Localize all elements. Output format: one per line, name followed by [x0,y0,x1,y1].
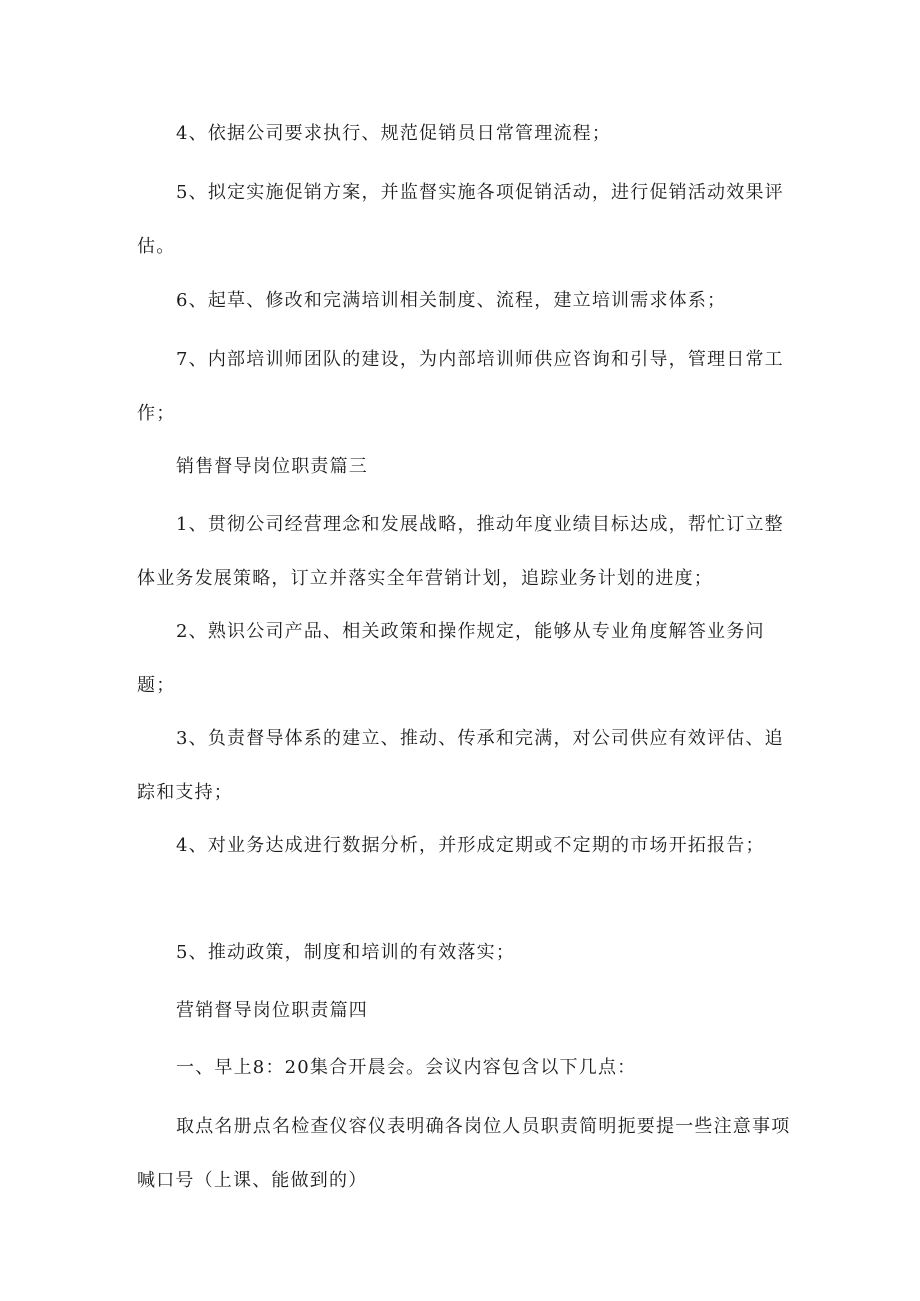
paragraph-training-system: 6、起草、修改和完满培训相关制度、流程，建立培训需求体系； [176,290,727,311]
paragraph-roll-call: 取点名册点名检查仪容仪表明确各岗位人员职责简明扼要提一些注意事项喊口号（上课、能做到的） [137,1116,791,1191]
paragraph-promotion-plan: 5、拟定实施促销方案，并监督实施各项促销活动，进行促销活动效果评估。 [137,182,784,257]
paragraph-business-strategy: 1、贯彻公司经营理念和发展战略，推动年度业绩目标达成，帮忙订立整体业务发展策略，订立并落实全年营销计划，追踪业务计划的进度； [137,514,784,589]
paragraph-supervision-system: 3、负责督导体系的建立、推动、传承和完满，对公司供应有效评估、追踪和支持； [137,728,784,803]
paragraph-policy-implementation: 5、推动政策，制度和培训的有效落实； [176,942,516,963]
paragraph-internal-trainers: 7、内部培训师团队的建设，为内部培训师供应咨询和引导，管理日常工作； [137,349,784,424]
paragraph-promoter-management: 4、依据公司要求执行、规范促销员日常管理流程； [176,123,612,144]
paragraph-morning-meeting: 一、早上8：20集合开晨会。会议内容包含以下几点： [176,1057,637,1078]
section-heading-four: 营销督导岗位职责篇四 [176,1000,368,1021]
paragraph-product-knowledge: 2、熟识公司产品、相关政策和操作规定，能够从专业角度解答业务问题； [137,621,765,696]
paragraph-data-analysis: 4、对业务达成进行数据分析，并形成定期或不定期的市场开拓报告； [176,835,765,856]
section-heading-three: 销售督导岗位职责篇三 [176,456,368,477]
